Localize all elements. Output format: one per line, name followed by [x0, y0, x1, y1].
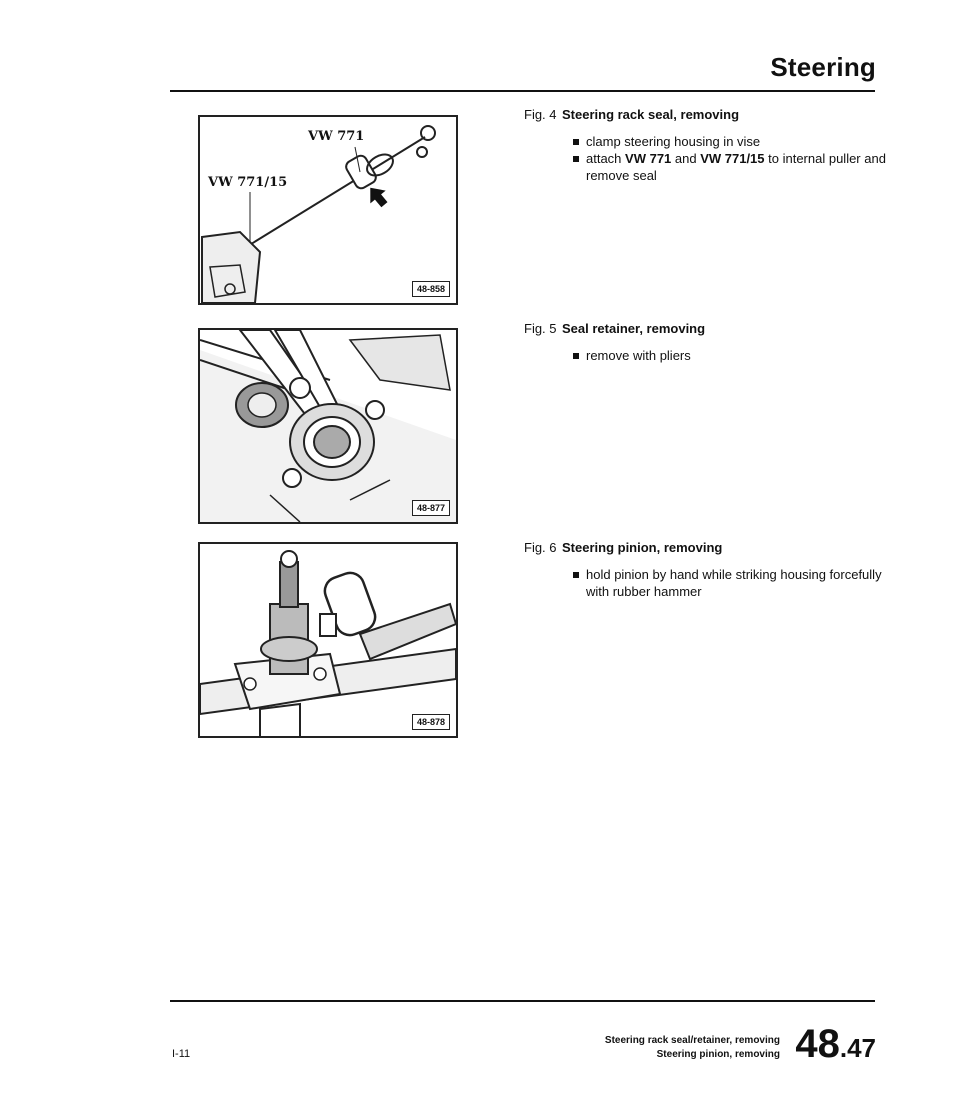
figure-4-caption	[524, 107, 739, 122]
list-item: hold pinion by hand while striking housing forcefully with rubber hammer	[572, 566, 882, 600]
footer-topic: Steering rack seal/retainer, removing	[604, 1035, 780, 1046]
figure-6-illustration	[198, 542, 458, 738]
tool-label-vw771-15: VW 771/15	[208, 175, 288, 190]
footer-topics	[605, 1034, 780, 1062]
footer-topic: Steering pinion, removing	[656, 1049, 780, 1060]
figure-4-title: Steering rack seal, removing	[562, 107, 740, 122]
figure-6-caption	[524, 540, 722, 555]
tool-label-vw771: VW 771	[308, 129, 365, 144]
figure-4-tag: 48-858	[412, 281, 450, 297]
figure-6-title: Steering pinion, removing	[562, 540, 723, 555]
list-item: remove with pliers	[572, 347, 892, 364]
footer-rule	[170, 1000, 875, 1002]
header-rule	[170, 90, 875, 92]
figure-4-label: Fig. 4	[524, 107, 557, 122]
figure-5-title: Seal retainer, removing	[562, 321, 706, 336]
figure-5-tag: 48-877	[412, 500, 450, 516]
list-item: attach VW 771 and VW 771/15 to internal puller and remove seal	[572, 150, 892, 184]
page-reference: I-11	[172, 1048, 191, 1060]
figure-6-label: Fig. 6	[524, 540, 557, 555]
figure-6-tag: 48-878	[412, 714, 450, 730]
figure-5-illustration	[198, 328, 458, 524]
figure-5-caption	[524, 321, 705, 336]
figure-4-illustration	[198, 115, 458, 305]
figure-6-steps	[572, 566, 882, 600]
figure-4-steps	[572, 133, 892, 184]
figure-5-label: Fig. 5	[524, 321, 557, 336]
list-item: clamp steering housing in vise	[572, 133, 892, 150]
figure-5-steps	[572, 347, 892, 364]
section-number: 48.47	[795, 1022, 876, 1066]
page-title: Steering	[770, 52, 876, 82]
